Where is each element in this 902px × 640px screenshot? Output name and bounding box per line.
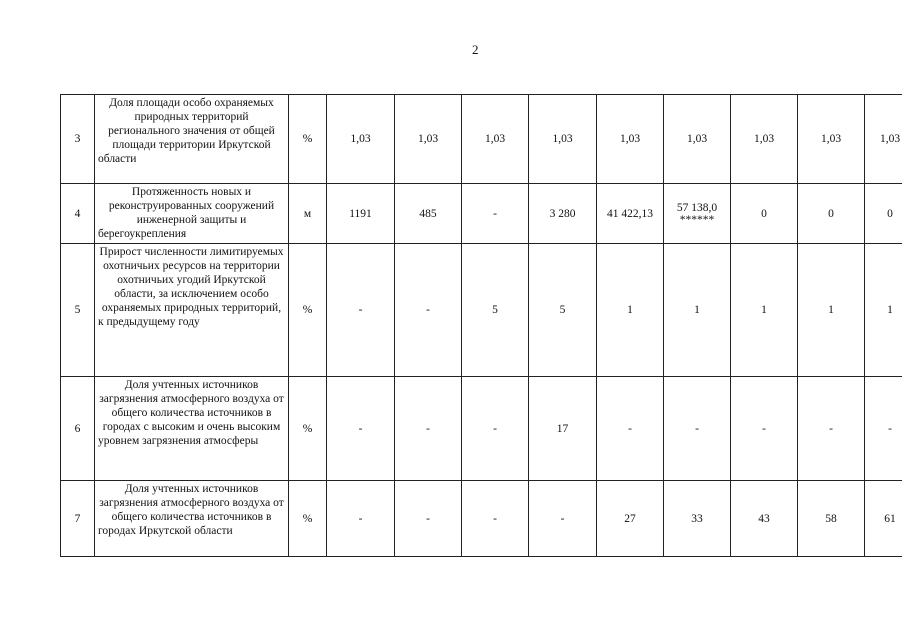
value-cell: 33 — [664, 481, 731, 557]
value-cell: 5 — [529, 244, 597, 377]
table-row — [61, 95, 902, 184]
value-cell: 17 — [529, 377, 597, 481]
value-cell: 1,03 — [395, 95, 462, 184]
value-cell: 1191 — [327, 184, 395, 244]
value-cell: - — [865, 377, 902, 481]
table-row — [61, 244, 902, 377]
value-cell: - — [462, 184, 529, 244]
unit-cell: % — [289, 244, 327, 377]
unit-cell: % — [289, 95, 327, 184]
unit-cell: % — [289, 377, 327, 481]
value-cell: 58 — [798, 481, 865, 557]
value-cell: 1,03 — [327, 95, 395, 184]
indicator-description: Протяженность новых и реконструированных сооружений инженерной защиты и берегоукрепления — [95, 184, 289, 244]
value-cell: 3 280 — [529, 184, 597, 244]
value-cell: - — [597, 377, 664, 481]
value-cell: 1 — [731, 244, 798, 377]
value-cell: 1,03 — [664, 95, 731, 184]
page-number: 2 — [472, 42, 479, 57]
row-number: 3 — [61, 95, 95, 184]
value-cell: 1 — [865, 244, 902, 377]
value-cell: - — [664, 377, 731, 481]
indicator-description: Доля площади особо охраняемых природных территорий регионального значения от общей площади территории Иркутской области — [95, 95, 289, 184]
value-cell: 0 — [865, 184, 902, 244]
value-cell: 1,03 — [462, 95, 529, 184]
value-cell: 1,03 — [731, 95, 798, 184]
value-cell: 1,03 — [597, 95, 664, 184]
value-cell: - — [731, 377, 798, 481]
value-cell: 0 — [798, 184, 865, 244]
value-cell — [664, 184, 731, 244]
value-cell: 1 — [597, 244, 664, 377]
table-row — [61, 481, 902, 557]
value-cell: 27 — [597, 481, 664, 557]
value-cell: - — [395, 481, 462, 557]
value-cell: 1 — [664, 244, 731, 377]
row-number: 6 — [61, 377, 95, 481]
indicator-description: Прирост численности лимитируемых охотничьих ресурсов на территории охотничьих угодий Иркутской области, за исключением особо охраняемых природных территорий, к предыдущему году — [95, 244, 289, 377]
value-cell: - — [462, 481, 529, 557]
unit-cell: % — [289, 481, 327, 557]
value-cell: - — [529, 481, 597, 557]
value-cell: 41 422,13 — [597, 184, 664, 244]
value-cell: 0 — [731, 184, 798, 244]
value-cell: 5 — [462, 244, 529, 377]
indicator-description: Доля учтенных источников загрязнения атмосферного воздуха от общего количества источников в городах с высоким и очень высоким уровнем загрязнения атмосферы — [95, 377, 289, 481]
value-cell: - — [395, 377, 462, 481]
value-cell: - — [462, 377, 529, 481]
unit-cell: м — [289, 184, 327, 244]
value-cell: - — [327, 244, 395, 377]
value-cell: 1 — [798, 244, 865, 377]
value-cell: - — [327, 377, 395, 481]
table-row — [61, 184, 902, 244]
value-cell: 1,03 — [798, 95, 865, 184]
value-text: 57 138,0 — [676, 201, 718, 214]
indicator-description: Доля учтенных источников загрязнения атмосферного воздуха от общего количества источников в городах Иркутской области — [95, 481, 289, 557]
row-number: 4 — [61, 184, 95, 244]
table-row — [61, 377, 902, 481]
value-cell: - — [395, 244, 462, 377]
value-cell: 485 — [395, 184, 462, 244]
value-cell: 61 — [865, 481, 902, 557]
row-number: 5 — [61, 244, 95, 377]
value-cell: 1,03 — [529, 95, 597, 184]
row-number: 7 — [61, 481, 95, 557]
footnote-marker: ****** — [679, 213, 715, 226]
indicators-table — [60, 94, 902, 557]
value-cell: 1,03 — [865, 95, 902, 184]
value-cell: 43 — [731, 481, 798, 557]
value-cell: - — [327, 481, 395, 557]
value-cell: - — [798, 377, 865, 481]
